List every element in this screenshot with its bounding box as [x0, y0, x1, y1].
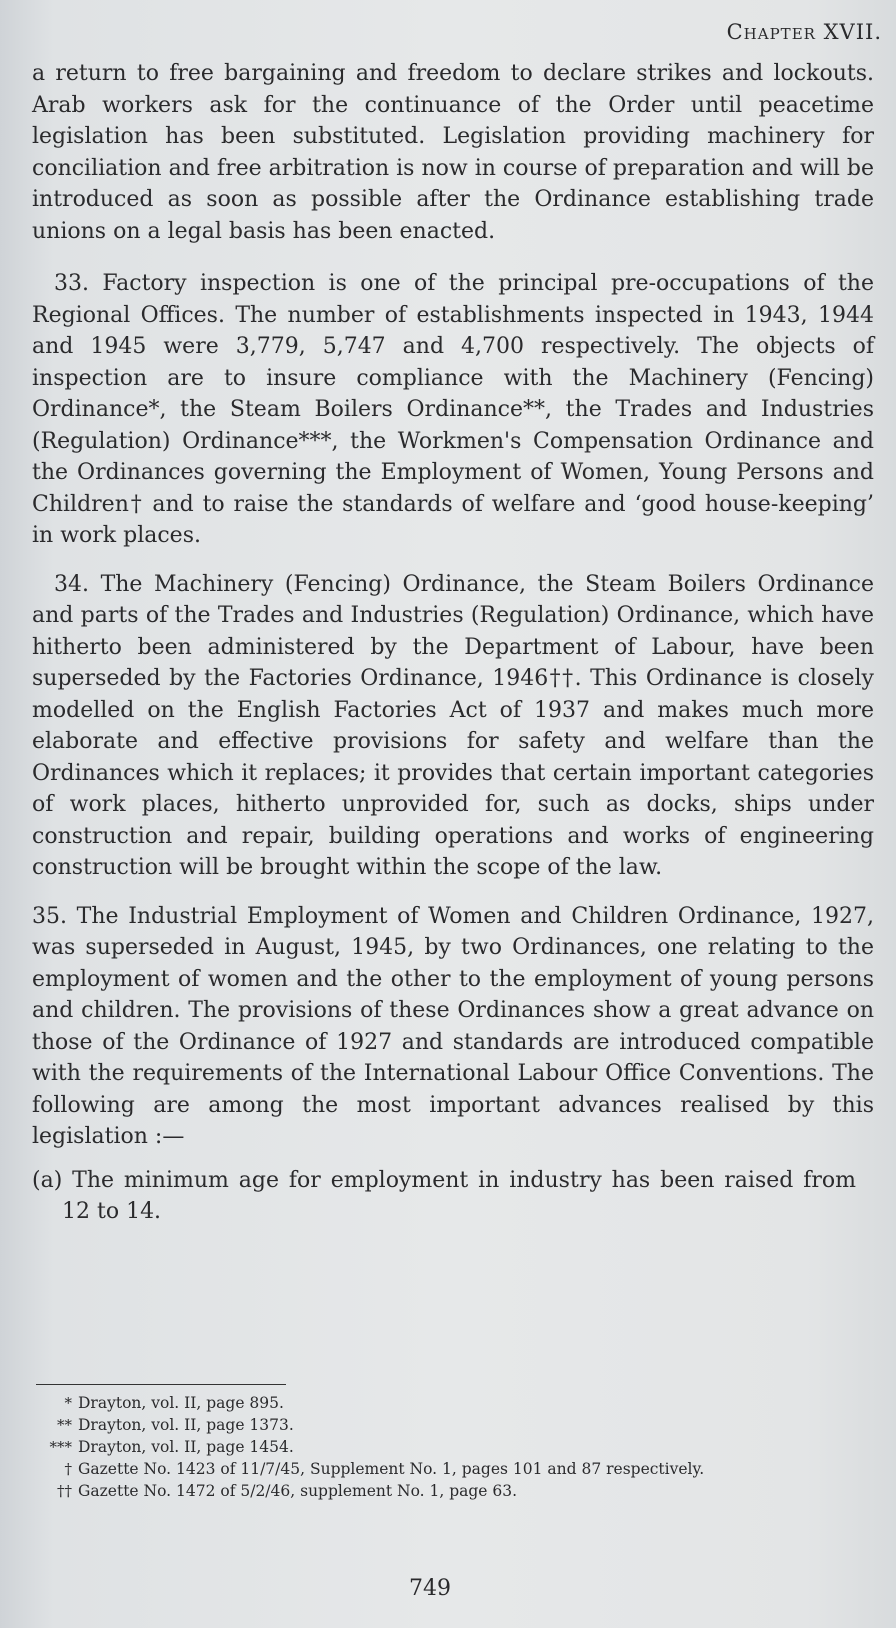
footnote: [30, 1414, 860, 1436]
footnote-mark: †: [64, 1460, 72, 1478]
footnote-mark: ††: [57, 1482, 72, 1500]
clause-a: (a) The minimum age for employment in industry has been raised from 12 to 14.: [32, 1167, 856, 1224]
footnote-mark: **: [57, 1416, 72, 1434]
footnote: [30, 1436, 860, 1458]
paragraph-continuation: a return to free bargaining and freedom to declare strikes and lockouts. Arab workers ask for the continuance of the Order until peacetime legislation has been substituted. Legislation providing machinery for conciliation and free arbitration is now in course of preparation and will be introduced as soon as possible after the Ordinance establishing trade unions on a legal basis has been enacted.: [32, 61, 874, 244]
body-text: [32, 58, 874, 1228]
footnote-mark: *: [64, 1394, 72, 1412]
page-number: 749: [409, 1576, 451, 1601]
footnote: [30, 1458, 860, 1480]
paragraph-33: 33. Factory inspection is one of the principal pre-occupations of the Regional Offices. The number of establishments inspected in 1943, 1944 and 1945 were 3,779, 5,747 and 4,700 respectively. The objects of inspection are to insure compliance with the Machinery (Fencing) Ordinance*, the Steam Boilers Ordinance**, the Trades and Industries (Regulation) Ordinance***, the Workmen's Compensation Ordinance and the Ordinances governing the Employment of Women, Young Persons and Children† and to raise the standards of welfare and ‘good house-keeping’ in work places.: [32, 271, 874, 548]
footnote-text: Drayton, vol. II, page 1454.: [78, 1438, 294, 1456]
footnote: [30, 1392, 860, 1414]
footnote-text: Gazette No. 1423 of 11/7/45, Supplement No. 1, pages 101 and 87 respectively.: [78, 1460, 705, 1478]
footnote-rule: [36, 1384, 286, 1385]
chapter-header: Chapter XVII.: [726, 20, 882, 44]
footnote-text: Drayton, vol. II, page 1373.: [78, 1416, 294, 1434]
footnote-text: Gazette No. 1472 of 5/2/46, supplement No. 1, page 63.: [78, 1482, 518, 1500]
footnote-mark: ***: [49, 1438, 72, 1456]
footnote-text: Drayton, vol. II, page 895.: [78, 1394, 284, 1412]
footnote: [30, 1480, 860, 1502]
footnotes: [30, 1392, 860, 1502]
paragraph-34: 34. The Machinery (Fencing) Ordinance, the Steam Boilers Ordinance and parts of the Trades and Industries (Regulation) Ordinance, which have hitherto been administered by the Department of Labour, have been superseded by the Factories Ordinance, 1946††. This Ordinance is closely modelled on the English Factories Act of 1937 and makes much more elaborate and effective provisions for safety and welfare than the Ordinances which it replaces; it provides that certain important categories of work places, hitherto unprovided for, such as docks, ships under construction and repair, building operations and works of engineering construction will be brought within the scope of the law.: [32, 571, 874, 880]
paragraph-35: 35. The Industrial Employment of Women and Children Ordinance, 1927, was superseded in August, 1945, by two Ordinances, one relating to the employment of women and the other to the employment of young persons and children. The provisions of these Ordinances show a great advance on those of the Ordinance of 1927 and standards are introduced compatible with the requirements of the International Labour Office Conventions. The following are among the most important advances realised by this legislation :—: [32, 903, 874, 1149]
